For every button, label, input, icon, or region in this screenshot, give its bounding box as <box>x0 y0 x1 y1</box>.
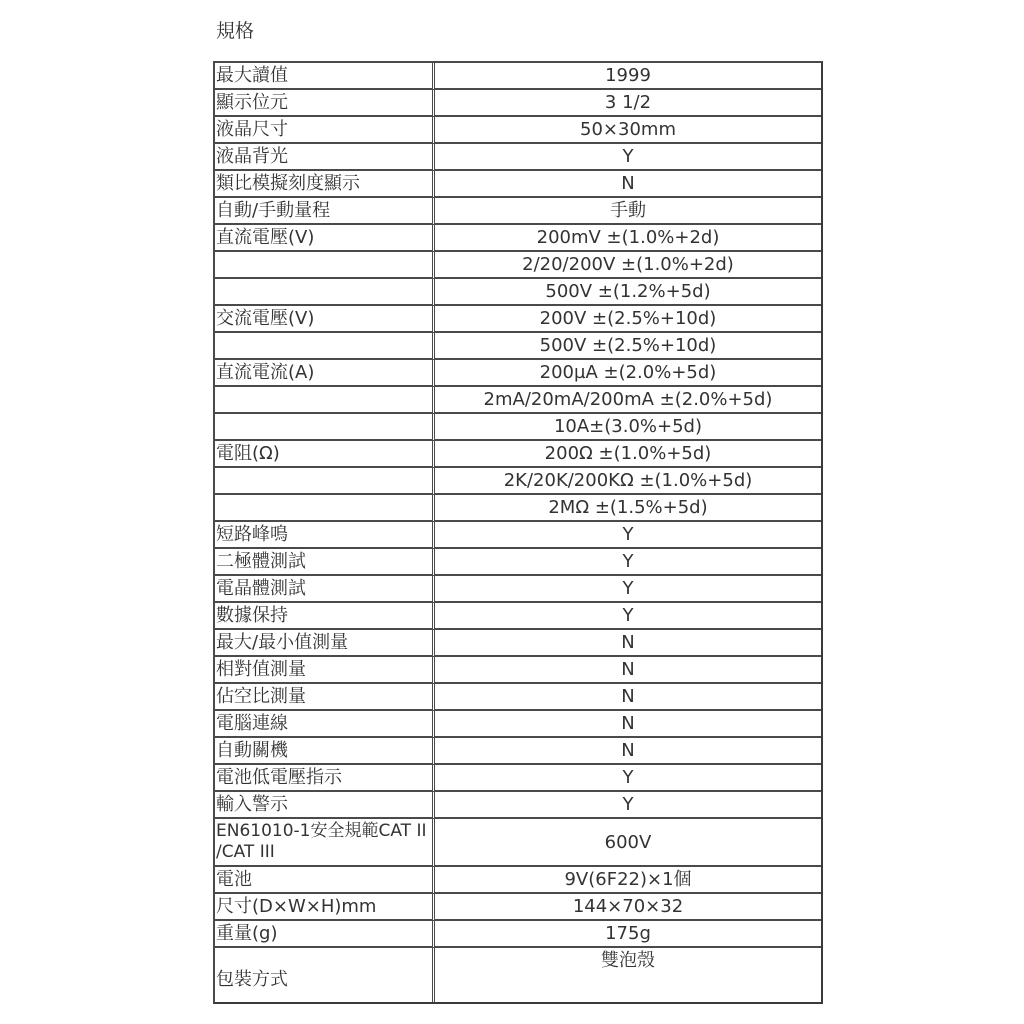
spec-value: 500V ±(2.5%+10d) <box>435 333 821 360</box>
table-row <box>215 90 821 117</box>
spec-value: 200mV ±(1.0%+2d) <box>435 225 821 252</box>
table-row <box>215 765 821 792</box>
spec-value: N <box>435 711 821 738</box>
table-row <box>215 711 821 738</box>
spec-value: 175g <box>435 921 821 948</box>
spec-label: 包裝方式 <box>215 948 435 1002</box>
spec-value: 10A±(3.0%+5d) <box>435 414 821 441</box>
spec-label: 電晶體測試 <box>215 576 435 603</box>
table-row <box>215 684 821 711</box>
spec-label: 電池低電壓指示 <box>215 765 435 792</box>
spec-label <box>215 252 435 279</box>
spec-value: Y <box>435 792 821 819</box>
spec-value: N <box>435 684 821 711</box>
spec-value: 200Ω ±(1.0%+5d) <box>435 441 821 468</box>
table-row <box>215 144 821 171</box>
spec-label <box>215 387 435 414</box>
spec-value: Y <box>435 144 821 171</box>
spec-label <box>215 333 435 360</box>
spec-label: 液晶背光 <box>215 144 435 171</box>
spec-value: N <box>435 738 821 765</box>
table-row <box>215 171 821 198</box>
table-row <box>215 792 821 819</box>
table-row <box>215 414 821 441</box>
table-row <box>215 387 821 414</box>
spec-label: 類比模擬刻度顯示 <box>215 171 435 198</box>
table-row <box>215 549 821 576</box>
spec-label: 輸入警示 <box>215 792 435 819</box>
spec-label: 自動關機 <box>215 738 435 765</box>
spec-label <box>215 468 435 495</box>
spec-table <box>213 61 823 1004</box>
spec-label: 自動/手動量程 <box>215 198 435 225</box>
spec-value: Y <box>435 576 821 603</box>
spec-label: 二極體測試 <box>215 549 435 576</box>
spec-value: N <box>435 171 821 198</box>
spec-label: 重量(g) <box>215 921 435 948</box>
spec-value: 600V <box>435 819 821 867</box>
spec-label: 交流電壓(V) <box>215 306 435 333</box>
spec-label: 直流電流(A) <box>215 360 435 387</box>
table-row <box>215 657 821 684</box>
spec-value: 3 1/2 <box>435 90 821 117</box>
table-row <box>215 921 821 948</box>
spec-value: 50×30mm <box>435 117 821 144</box>
spec-label: 直流電壓(V) <box>215 225 435 252</box>
table-row <box>215 894 821 921</box>
spec-value: 2mA/20mA/200mA ±(2.0%+5d) <box>435 387 821 414</box>
spec-value: 144×70×32 <box>435 894 821 921</box>
spec-value: 雙泡殼 <box>601 950 655 971</box>
spec-value: 9V(6F22)×1個 <box>435 867 821 894</box>
table-row <box>215 468 821 495</box>
spec-label: 佔空比測量 <box>215 684 435 711</box>
spec-value: Y <box>435 765 821 792</box>
table-row <box>215 117 821 144</box>
table-row <box>215 576 821 603</box>
table-row <box>215 252 821 279</box>
spec-label: 電阻(Ω) <box>215 441 435 468</box>
section-title: 規格 <box>216 20 255 42</box>
spec-value: 1999 <box>435 63 821 90</box>
table-row <box>215 495 821 522</box>
table-row <box>215 441 821 468</box>
spec-label: 顯示位元 <box>215 90 435 117</box>
spec-value: 2MΩ ±(1.5%+5d) <box>435 495 821 522</box>
spec-value: 200µA ±(2.0%+5d) <box>435 360 821 387</box>
spec-label <box>215 279 435 306</box>
spec-label: 數據保持 <box>215 603 435 630</box>
spec-value: N <box>435 657 821 684</box>
table-row <box>215 867 821 894</box>
table-row <box>215 948 821 1002</box>
spec-value: 手動 <box>435 198 821 225</box>
table-row <box>215 819 821 867</box>
table-row <box>215 522 821 549</box>
table-row <box>215 630 821 657</box>
table-row <box>215 306 821 333</box>
table-row <box>215 333 821 360</box>
spec-label: EN61010-1安全規範CAT II /CAT III <box>215 819 435 867</box>
spec-label: 最大讀值 <box>215 63 435 90</box>
spec-value: 2K/20K/200KΩ ±(1.0%+5d) <box>435 468 821 495</box>
spec-value: Y <box>435 603 821 630</box>
spec-value: 500V ±(1.2%+5d) <box>435 279 821 306</box>
spec-label <box>215 414 435 441</box>
spec-value: Y <box>435 522 821 549</box>
table-row <box>215 198 821 225</box>
table-row <box>215 279 821 306</box>
spec-label: 尺寸(D×W×H)mm <box>215 894 435 921</box>
spec-label: 電池 <box>215 867 435 894</box>
table-row <box>215 360 821 387</box>
spec-value: 2/20/200V ±(1.0%+2d) <box>435 252 821 279</box>
table-row <box>215 603 821 630</box>
spec-value: Y <box>435 549 821 576</box>
table-row <box>215 738 821 765</box>
spec-label: 液晶尺寸 <box>215 117 435 144</box>
spec-value: 200V ±(2.5%+10d) <box>435 306 821 333</box>
table-row <box>215 63 821 90</box>
spec-value: N <box>435 630 821 657</box>
spec-label: 最大/最小值測量 <box>215 630 435 657</box>
spec-label: 相對值測量 <box>215 657 435 684</box>
table-row <box>215 225 821 252</box>
spec-label <box>215 495 435 522</box>
spec-label: 電腦連線 <box>215 711 435 738</box>
spec-label: 短路峰鳴 <box>215 522 435 549</box>
